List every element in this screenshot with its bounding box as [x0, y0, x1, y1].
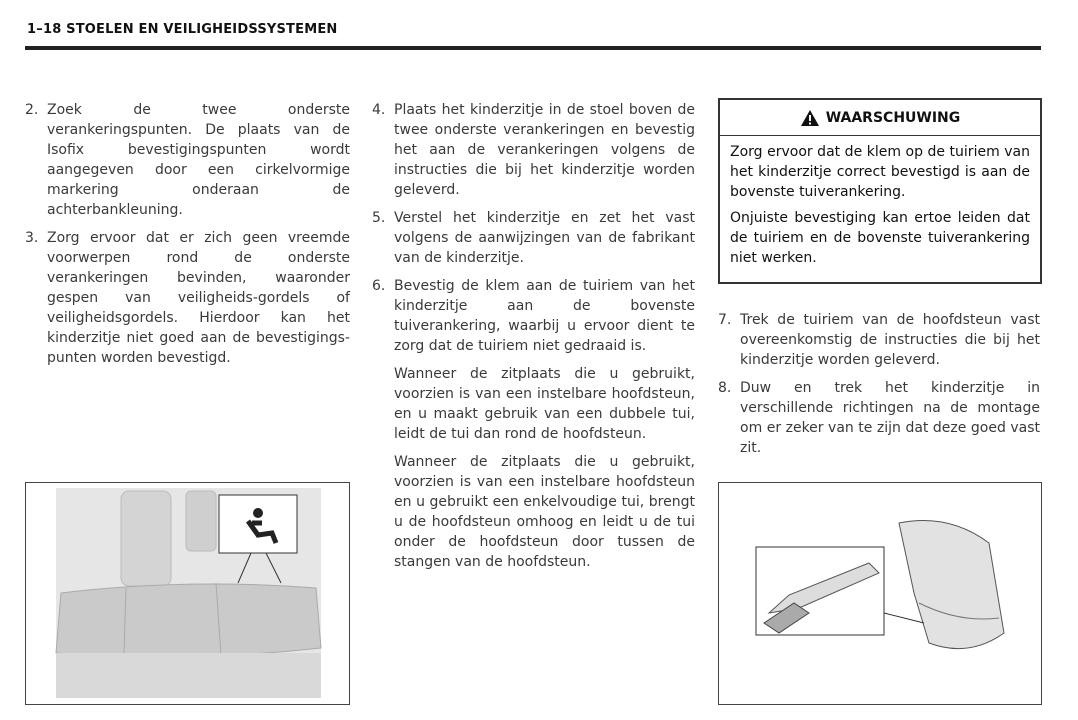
item-text: Zoek de twee onderste verankeringspunten. De plaats van de Isofix bevestigingspunten wordt aangegeven door een cirkelvormige markering onderaan de achterbankleuning.: [47, 102, 350, 218]
item-number: 7.: [718, 312, 732, 328]
warning-text: Zorg ervoor dat de klem op de tuiriem van het kinderzitje correct bevestigd is aan de bovenste tuiverankering.: [730, 144, 1030, 200]
list-item: [718, 310, 1040, 370]
child-seat-tether-illustration: [718, 482, 1042, 705]
item-number: 8.: [718, 380, 732, 396]
item-number: 2.: [25, 102, 39, 118]
warning-title: WAARSCHUWING: [825, 109, 961, 126]
header-rule: [25, 46, 1041, 50]
item-text: Plaats het kinderzitje in de stoel boven de twee onderste verankeringen en bevestig het aan de verankeringen volgens de instructies die bij het kinderzitje worden geleverd.: [394, 102, 695, 198]
item-number: 3.: [25, 230, 39, 246]
list-item: [372, 208, 695, 268]
item-number: 6.: [372, 278, 386, 294]
list-item: [372, 100, 695, 200]
item-number: 4.: [372, 102, 386, 118]
item-number: 5.: [372, 210, 386, 226]
list-item: [25, 100, 350, 220]
list-item: [25, 228, 350, 368]
item-text: Verstel het kinderzitje en zet het vast volgens de aanwijzingen van de fabrikant van de kinderzitje.: [394, 210, 695, 266]
item-text: Duw en trek het kinderzitje in verschillende richtingen na de montage om er zeker van te zijn dat deze goed vast zit.: [740, 380, 1040, 456]
warning-text: Onjuiste bevestiging kan ertoe leiden dat de tuiriem en de bovenste tuiverankering niet werken.: [730, 210, 1030, 266]
item-text: Zorg ervoor dat er zich geen vreemde voorwerpen rond de onderste verankeringen bevinden, waaronder gespen van veiligheids-gordels of veiligheidsgordels. Hierdoor kan het kinderzitje niet goed aan de bevestigings-punten worden bevestigd.: [47, 230, 350, 366]
warning-box: [718, 98, 1042, 284]
rear-seat-isofix-illustration: [25, 482, 350, 705]
paragraph: Wanneer de zitplaats die u gebruikt, voorzien is van een instelbare hoofdsteun, en u maakt gebruik van een dubbele tui, leidt de tui dan rond de hoofdsteun.: [394, 366, 695, 442]
page-header: 1–18 STOELEN EN VEILIGHEIDSSYSTEMEN: [27, 22, 338, 37]
item-text: Trek de tuiriem van de hoofdsteun vast overeenkomstig de instructies die bij het kinderzitje worden geleverd.: [740, 312, 1040, 368]
left-column: [25, 100, 350, 376]
list-item: [718, 378, 1040, 458]
paragraph: Wanneer de zitplaats die u gebruikt, voorzien is van een instelbare hoofdsteun en u gebruikt een enkelvoudige tui, brengt u de hoofdsteun omhoog en leidt u de tui onder de hoofdsteun door tussen de stangen van de hoofdsteun.: [394, 454, 695, 570]
warning-header: [720, 100, 1040, 136]
list-item: [372, 276, 695, 356]
warning-triangle-icon: [800, 109, 820, 127]
item-text: Bevestig de klem aan de tuiriem van het kinderzitje aan de bovenste tuiverankering, waarbij u ervoor dient te zorg dat de tuiriem niet gedraaid is.: [394, 278, 695, 354]
right-column: [718, 310, 1040, 466]
middle-column: [372, 100, 695, 580]
